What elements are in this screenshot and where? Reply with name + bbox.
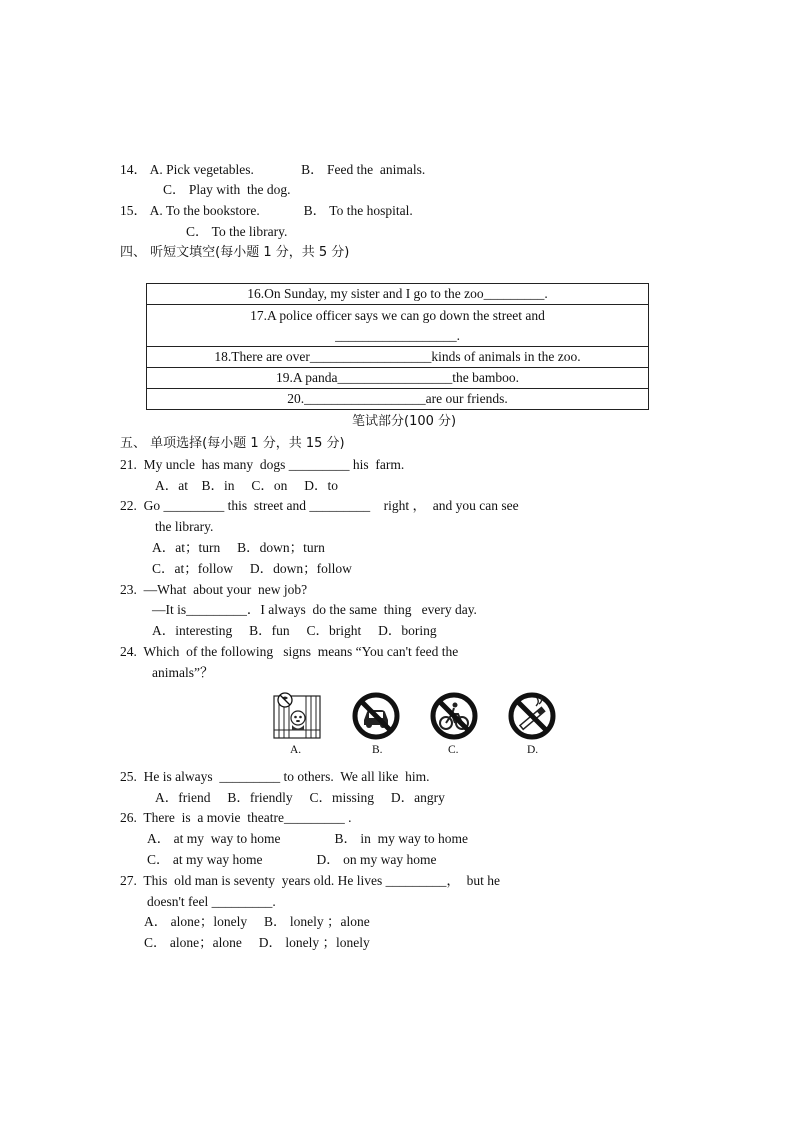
written-part-title: 笔试部分(100 分) xyxy=(352,414,457,429)
q26-options-cd: C． at my way home D． on my way home xyxy=(147,852,437,867)
q27-stem-continued: doesn't feel _________. xyxy=(147,894,276,909)
no-smoking-icon xyxy=(506,690,558,742)
q15-option-c: C． To the library. xyxy=(186,224,288,239)
q22-options-ab: A．at；turn B．down；turn xyxy=(152,540,325,555)
no-feeding-caged-animal-icon xyxy=(272,690,324,742)
sign-label-c: C. xyxy=(448,744,459,756)
q27-stem: 27. This old man is seventy years old. He lives _________， but he xyxy=(120,873,500,888)
q14-option-c: C． Play with the dog. xyxy=(163,182,291,197)
q14-line1: 14． A. Pick vegetables. B． Feed the animals. xyxy=(120,162,426,177)
table-row xyxy=(147,347,648,368)
q27-options-ab: A． alone；lonely B． lonely ；alone xyxy=(144,914,370,929)
fill-in-table xyxy=(146,283,649,410)
q21-options: A．at B．in C．on D．to xyxy=(155,478,339,493)
q22-stem: 22. Go _________ this street and _________ right ， and you can see xyxy=(120,498,519,513)
q23-stem-continued: —It is_________．I always do the same thing every day. xyxy=(152,602,477,617)
table-row xyxy=(147,389,648,409)
q22-options-cd: C．at；follow D．down；follow xyxy=(152,561,352,576)
q22-stem-continued: the library. xyxy=(155,519,214,534)
row-text: 19.A panda_________________the bamboo. xyxy=(276,370,519,385)
no-cycling-icon xyxy=(428,690,480,742)
q25-stem: 25. He is always _________ to others. We all like him. xyxy=(120,769,430,784)
section5-heading: 五、 单项选择(每小题 1 分，共 15 分) xyxy=(120,436,345,451)
q24-stem: 24. Which of the following signs means “You can't feed the xyxy=(120,644,459,659)
q21-stem: 21. My uncle has many dogs _________ his farm. xyxy=(120,457,405,472)
no-cars-icon xyxy=(350,690,402,742)
q23-stem: 23. —What about your new job? xyxy=(120,582,308,597)
q25-options: A．friend B．friendly C．missing D．angry xyxy=(155,790,445,805)
row-text-continued: __________________. xyxy=(335,328,460,343)
section4-heading: 四、 听短文填空(每小题 1 分，共 5 分) xyxy=(120,245,350,260)
q15-line1: 15． A. To the bookstore. B． To the hospital. xyxy=(120,203,413,218)
sign-label-b: B. xyxy=(372,744,383,756)
table-row xyxy=(147,368,648,389)
table-row xyxy=(147,284,648,305)
row-text: 18.There are over__________________kinds of animals in the zoo. xyxy=(214,349,581,364)
q26-stem: 26. There is a movie theatre_________ . xyxy=(120,810,352,825)
q24-stem-continued: animals”？ xyxy=(152,665,214,680)
sign-label-d: D. xyxy=(527,744,539,756)
row-text: 16.On Sunday, my sister and I go to the zoo_________. xyxy=(247,286,548,301)
row-text: 17.A police officer says we can go down the street and xyxy=(250,308,545,323)
q26-options-ab: A． at my way to home B． in my way to home xyxy=(147,831,468,846)
q27-options-cd: C． alone；alone D． lonely ；lonely xyxy=(144,935,370,950)
table-row xyxy=(147,305,648,347)
q23-options: A．interesting B．fun C．bright D．boring xyxy=(152,623,437,638)
row-text: 20.__________________are our friends. xyxy=(287,391,508,406)
sign-label-a: A. xyxy=(290,744,302,756)
